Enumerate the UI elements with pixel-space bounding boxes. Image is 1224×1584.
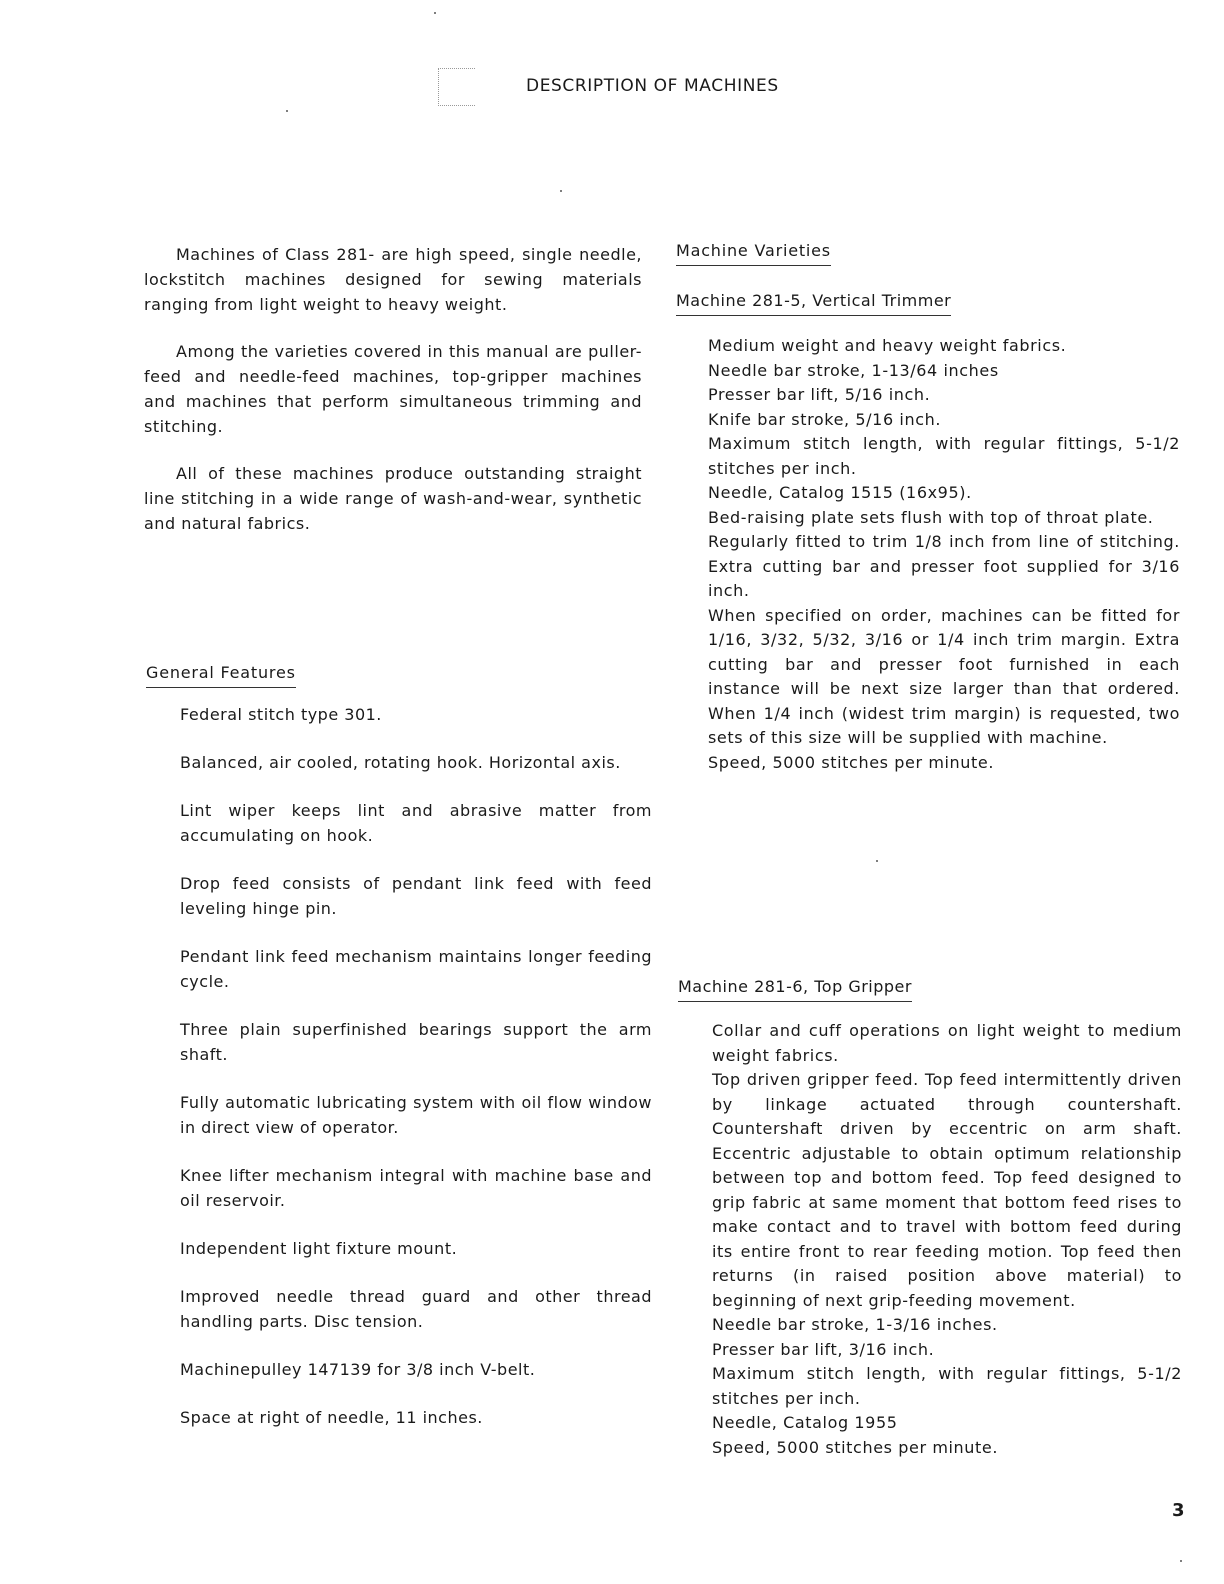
- spec-item: Maximum stitch length, with regular fittings, 5-1/2 stitches per inch.: [712, 1364, 1182, 1408]
- spec-item: Collar and cuff operations on light weight to medium weight fabrics.: [712, 1021, 1182, 1065]
- feature-item: Balanced, air cooled, rotating hook. Horizontal axis.: [180, 753, 621, 772]
- spec-item: Needle, Catalog 1955: [712, 1413, 898, 1432]
- feature-item: Independent light fixture mount.: [180, 1239, 458, 1258]
- intro-paragraph: All of these machines produce outstanding straight line stitching in a wide range of wash-and-wear, synthetic and natural fabrics.: [144, 464, 642, 533]
- spec-item: Top driven gripper feed. Top feed intermittently driven by linkage actuated through countershaft. Countershaft driven by eccentric on arm shaft. Eccentric adjustable to obtain optimum relationship between top and bottom feed. Top feed designed to grip fabric at same moment that bottom feed rises to make contact and to travel with bottom feed during its entire front to rear feeding motion. Top feed then returns (in raised position above material) to beginning of next grip-feeding movement.: [712, 1070, 1182, 1310]
- spec-item: Presser bar lift, 5/16 inch.: [708, 385, 931, 404]
- spec-item: Needle bar stroke, 1-3/16 inches.: [712, 1315, 998, 1334]
- machine-281-6-heading: Machine 281-6, Top Gripper: [678, 974, 912, 1002]
- page-number: 3: [1172, 1500, 1185, 1521]
- page-title: DESCRIPTION OF MACHINES: [526, 76, 779, 96]
- machine-281-5-specs: [708, 334, 1180, 775]
- machine-varieties-heading: Machine Varieties: [676, 238, 831, 266]
- spec-item: Knife bar stroke, 5/16 inch.: [708, 409, 942, 429]
- spec-item: Needle bar stroke, 1-13/64 inches: [708, 360, 999, 380]
- spec-item: Bed-raising plate sets flush with top of throat plate.: [708, 507, 1154, 527]
- spec-item: Regularly fitted to trim 1/8 inch from line of stitching. Extra cutting bar and presser foot supplied for 3/16 inch.: [708, 532, 1180, 600]
- general-features-heading: General Features: [146, 660, 296, 688]
- feature-item: Machinepulley 147139 for 3/8 inch V-belt.: [180, 1360, 536, 1379]
- spec-item: Speed, 5000 stitches per minute.: [712, 1437, 999, 1457]
- feature-item: Pendant link feed mechanism maintains longer feeding cycle.: [180, 947, 652, 991]
- intro-paragraph: Machines of Class 281- are high speed, single needle, lockstitch machines designed for sewing materials ranging from light weight to heavy weight.: [144, 245, 642, 314]
- feature-item: Three plain superfinished bearings support the arm shaft.: [180, 1020, 652, 1064]
- spec-item: Medium weight and heavy weight fabrics.: [708, 336, 1067, 355]
- feature-item: Federal stitch type 301.: [180, 705, 382, 724]
- feature-item: Lint wiper keeps lint and abrasive matter from accumulating on hook.: [180, 801, 652, 845]
- scan-speck: [434, 12, 436, 14]
- scan-speck: [1180, 1560, 1182, 1562]
- feature-item: Improved needle thread guard and other thread handling parts. Disc tension.: [180, 1287, 652, 1331]
- spec-item: Maximum stitch length, with regular fittings, 5-1/2 stitches per inch.: [708, 434, 1180, 478]
- spec-item: Presser bar lift, 3/16 inch.: [712, 1339, 935, 1359]
- scan-speck: [876, 860, 878, 862]
- feature-item: Space at right of needle, 11 inches.: [180, 1408, 483, 1427]
- intro-paragraph: Among the varieties covered in this manual are puller-feed and needle-feed machines, top-gripper machines and machines that perform simultaneous trimming and stitching.: [144, 342, 642, 436]
- scan-bracket-mark: [438, 68, 475, 106]
- feature-item: Drop feed consists of pendant link feed with feed leveling hinge pin.: [180, 874, 652, 918]
- spec-item: Needle, Catalog 1515 (16x95).: [708, 483, 972, 502]
- scan-speck: [286, 110, 288, 112]
- machine-281-5-heading-wrap: [676, 288, 951, 316]
- spec-item: When specified on order, machines can be fitted for 1/16, 3/32, 5/32, 3/16 or 1/4 inch trim margin. Extra cutting bar and presser foot furnished in each instance will be next size larger than that ordered. When 1/4 inch (widest trim margin) is requested, two sets of this size will be supplied with machine.: [708, 605, 1180, 747]
- general-features-heading-wrap: [146, 660, 296, 688]
- machine-281-5-heading: Machine 281-5, Vertical Trimmer: [676, 288, 951, 316]
- general-features-list: [180, 702, 652, 1453]
- scan-speck: [560, 190, 562, 192]
- feature-item: Knee lifter mechanism integral with machine base and oil reservoir.: [180, 1166, 652, 1210]
- machine-281-6-specs: [712, 1019, 1182, 1460]
- spec-item: Speed, 5000 stitches per minute.: [708, 752, 995, 772]
- machine-281-6-heading-wrap: [678, 974, 912, 1002]
- intro-section: [144, 242, 642, 558]
- feature-item: Fully automatic lubricating system with oil flow window in direct view of operator.: [180, 1093, 652, 1137]
- machine-varieties-heading-wrap: [676, 238, 831, 266]
